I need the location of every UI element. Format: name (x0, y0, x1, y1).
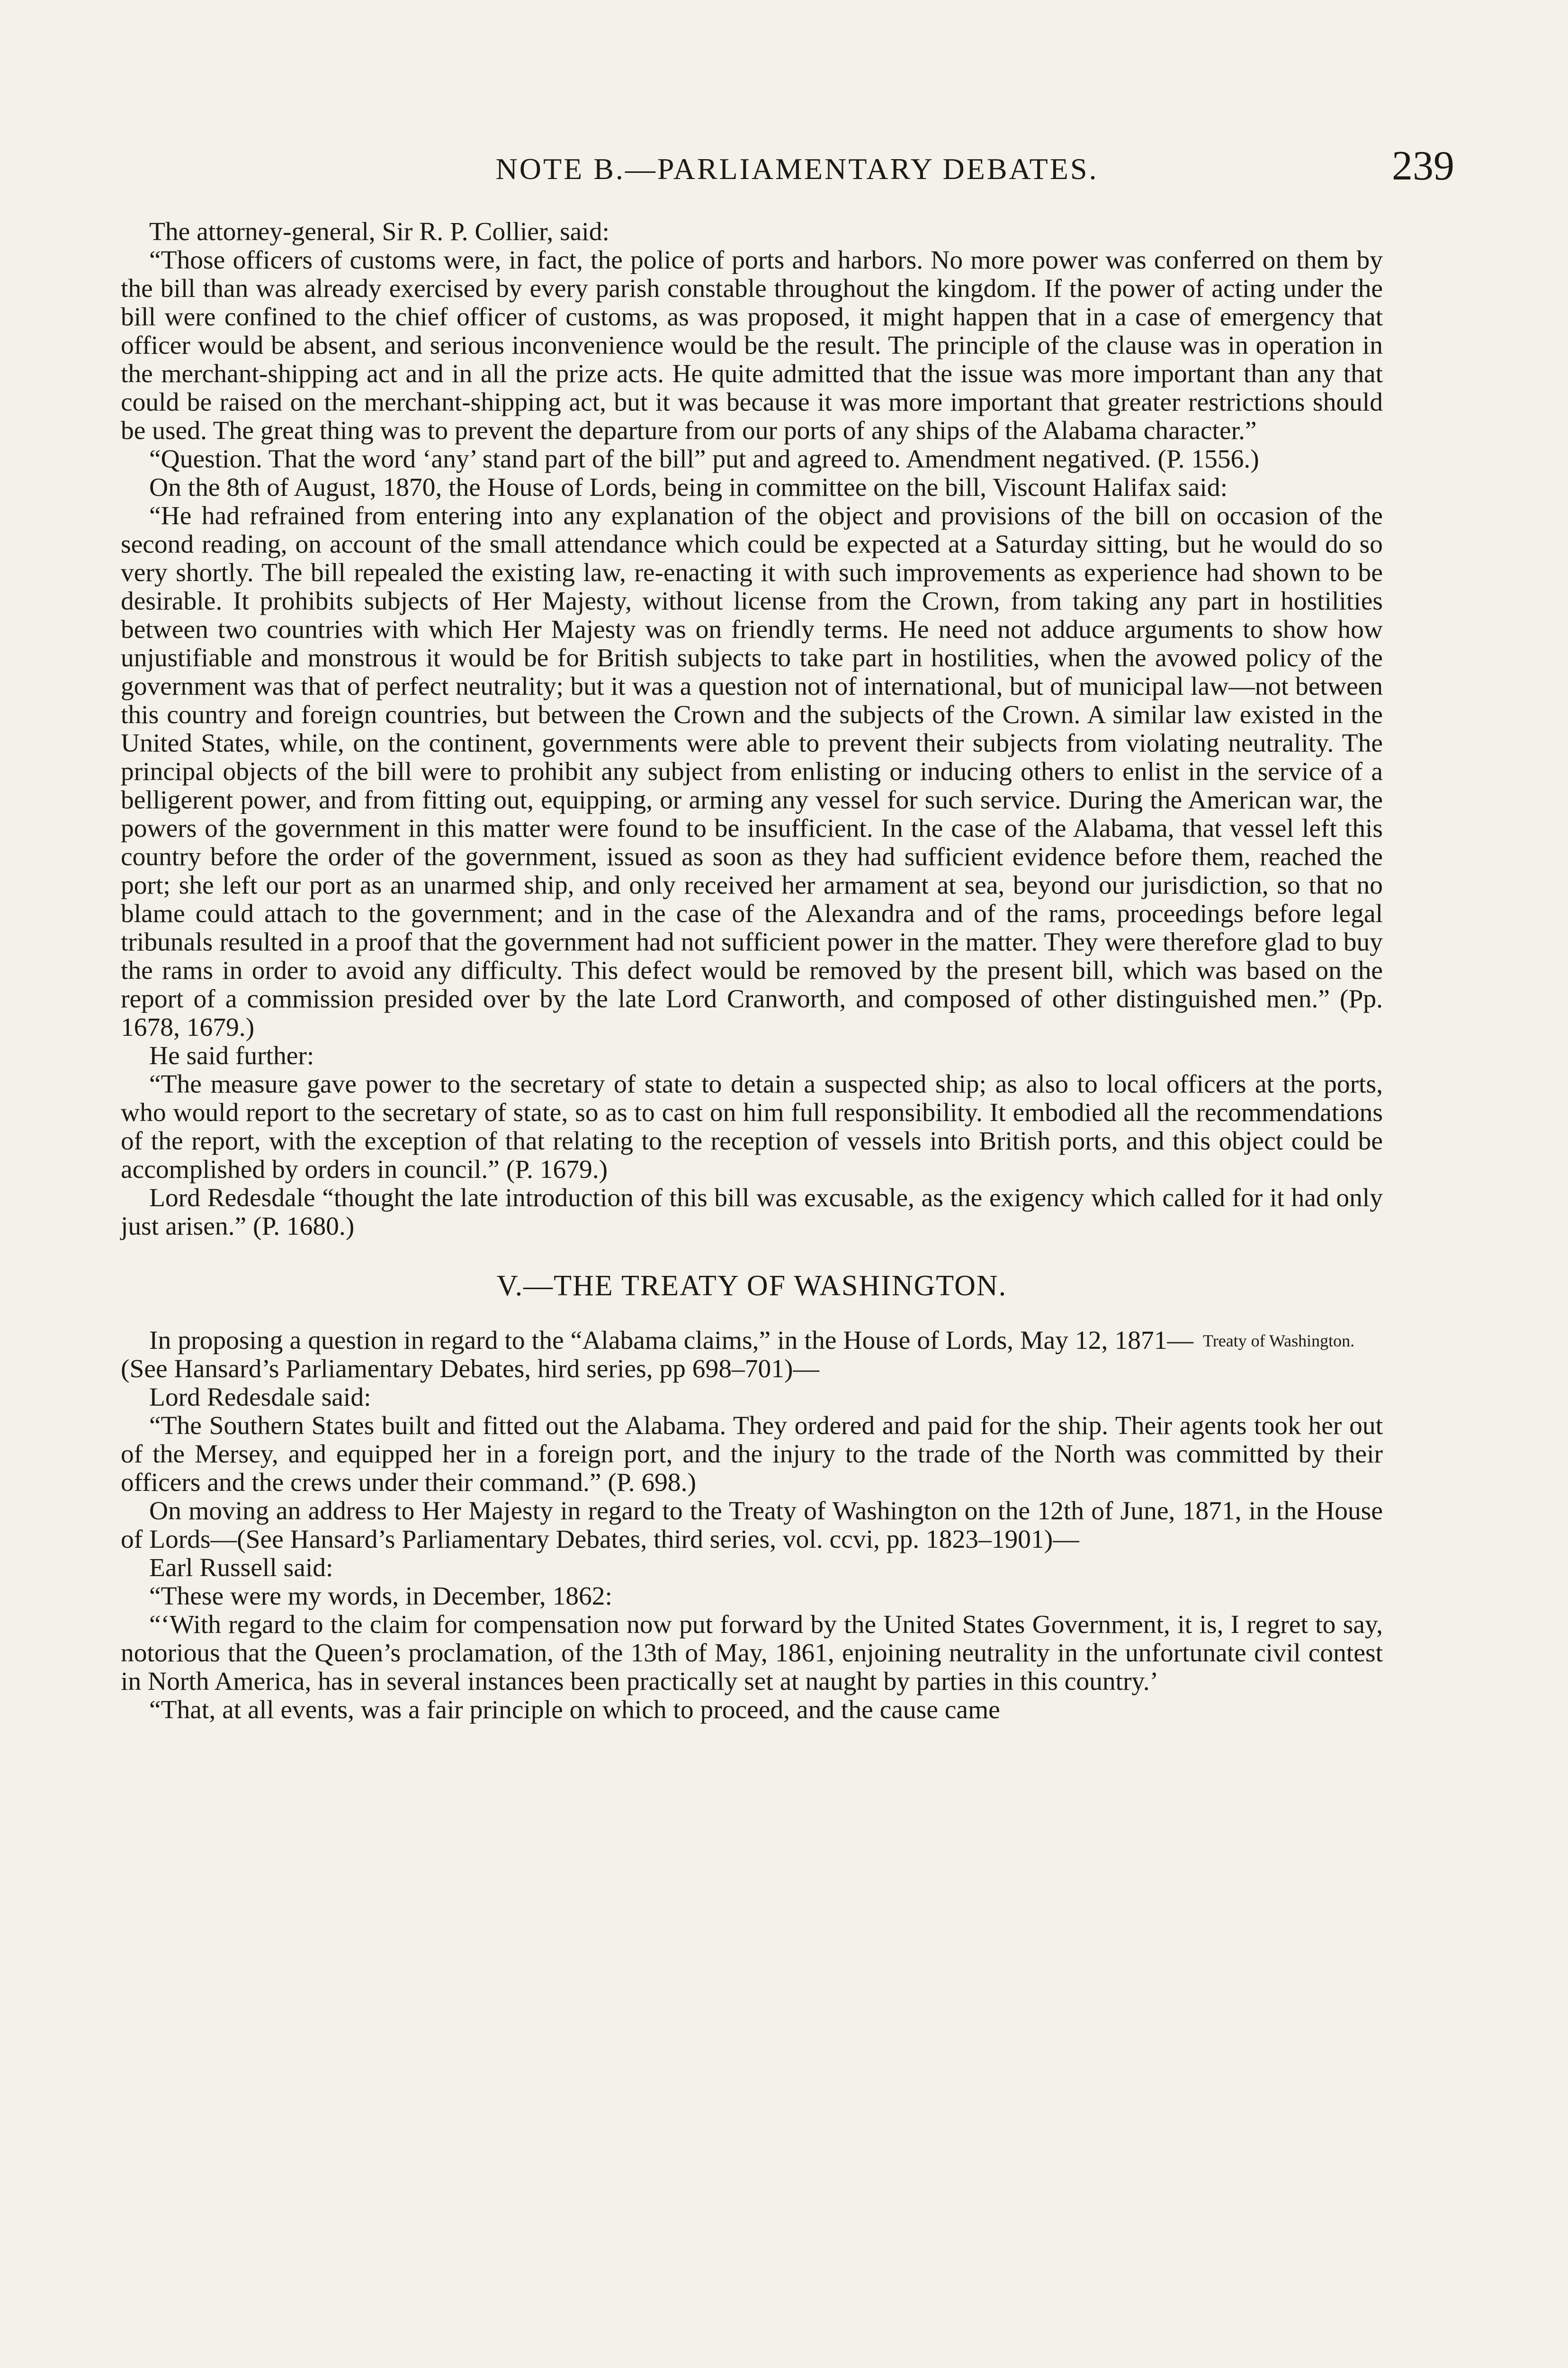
running-head: NOTE B.—PARLIAMENTARY DEBATES. (495, 152, 1099, 186)
paragraph: On moving an address to Her Majesty in regard to the Treaty of Washington on the 12th of June, 1871, in the House of Lords—(See Hansard’s Parliamentary Debates, third series, vol. ccvi, pp. 1823–1901)— (121, 1497, 1383, 1554)
page-header (121, 142, 1473, 199)
paragraph: On the 8th of August, 1870, the House of Lords, being in committee on the bill, Viscount Halifax said: (149, 473, 1228, 502)
page-number: 239 (1392, 143, 1454, 189)
paragraph: “Question. That the word ‘any’ stand part of the bill” put and agreed to. Amendment negatived. (P. 1556.) (149, 445, 1259, 474)
quote-paragraph: “He had refrained from entering into any explanation of the object and provisions of the bill on occasion of the second reading, on account of the small attendance which could be expected at a Saturday sitting, but he would do so very shortly. The bill repealed the existing law, re-enacting it with such improvements as experience had shown to be desirable. It prohibits subjects of Her Majesty, without license from the Crown, from taking any part in hostilities between two countries with which Her Majesty was on friendly terms. He need not adduce arguments to show how unjustifiable and monstrous it would be for British subjects to take part in hostilities, when the avowed policy of the government was that of perfect neutrality; but it was a question not of international, but of municipal law—not between this country and foreign countries, but between the Crown and the subjects of the Crown. A similar law existed in the United States, while, on the continent, governments were able to prevent their subjects from violating neutrality. The principal objects of the bill were to prohibit any subject from enlisting or inducing others to enlist in the service of a belligerent power, and from fitting out, equipping, or arming any vessel for such service. During the American war, the powers of the government in this matter were found to be insufficient. In the case of the Alabama, that vessel left this country before the order of the government, issued as soon as they had sufficient evidence before them, reached the port; she left our port as an unarmed ship, and only received her armament at sea, beyond our jurisdiction, so that no blame could attach to the government; and in the case of the Alexandra and of the rams, proceedings before legal tribunals resulted in a proof that the government had not sufficient power in the matter. They were therefore glad to buy the rams in order to avoid any difficulty. This defect would be removed by the present bill, which was based on the report of a commission presided over by the late Lord Cranworth, and composed of other distinguished men.” (Pp. 1678, 1679.) (121, 502, 1383, 1042)
paragraph: The attorney-general, Sir R. P. Collier, said: (149, 217, 609, 246)
margin-note: Treaty of Washington. (1203, 1331, 1355, 1350)
quote-paragraph: “Those officers of customs were, in fact, the police of ports and harbors. No more power was conferred on them by the bill than was already exercised by every parish constable throughout the kingdom. If the power of acting under the bill were confined to the chief officer of customs, as was proposed, it might happen that in a case of emergency that officer would be absent, and serious inconvenience would be the result. The principle of the clause was in operation in the merchant-shipping act and in all the prize acts. He quite admitted that the issue was more important than any that could be raised on the merchant-shipping act, but it was because it was more important that greater restrictions should be used. The great thing was to prevent the departure from our ports of any ships of the Alabama character.” (121, 246, 1383, 445)
paragraph: He said further: (149, 1041, 314, 1070)
paragraph: In proposing a question in regard to the “Alabama claims,” in the House of Lords, May 12, 1871—(See Hansard’s Parliamentary Debates, hird series, pp 698–701)— (121, 1326, 1193, 1383)
section-heading: V.—THE TREATY OF WASHINGTON. (496, 1270, 1007, 1302)
quote-paragraph: “‘With regard to the claim for compensation now put forward by the United States Government, it is, I regret to say, notorious that the Queen’s proclamation, of the 13th of May, 1861, enjoining neutrality in the unfortunate civil contest in North America, has in several instances been practically set at naught by parties in this country.’ (121, 1610, 1383, 1696)
quote-paragraph: “These were my words, in December, 1862: (149, 1582, 612, 1611)
quote-paragraph: “The measure gave power to the secretary of state to detain a suspected ship; as also to local officers at the ports, who would report to the secretary of state, so as to cast on him full responsibility. It embodied all the recommendations of the report, with the exception of that relating to the reception of vessels into British ports, and this object could be accomplished by orders in council.” (P. 1679.) (121, 1070, 1383, 1184)
body-text (121, 218, 1383, 1724)
paragraph: Lord Redesdale “thought the late introduction of this bill was excusable, as the exigency which called for it had only just arisen.” (P. 1680.) (121, 1184, 1383, 1241)
paragraph: Earl Russell said: (149, 1553, 333, 1582)
quote-paragraph: “The Southern States built and fitted out the Alabama. They ordered and paid for the ship. Their agents took her out of the Mersey, and equipped her in a foreign port, and the injury to the trade of the North was committed by their officers and the crews under their command.” (P. 698.) (121, 1411, 1383, 1497)
quote-paragraph: “That, at all events, was a fair principle on which to proceed, and the cause came (149, 1695, 1000, 1724)
paragraph: Lord Redesdale said: (149, 1383, 371, 1412)
